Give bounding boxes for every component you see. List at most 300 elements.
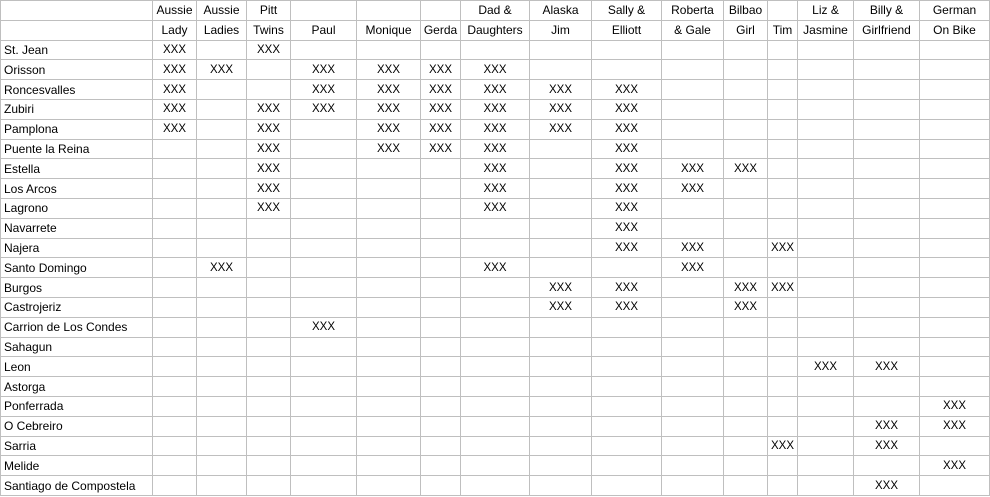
place-name-cell: Ponferrada bbox=[1, 396, 153, 416]
empty-cell bbox=[854, 377, 920, 397]
empty-cell bbox=[421, 159, 461, 179]
column-header-line2: Daughters bbox=[461, 20, 530, 40]
empty-cell bbox=[854, 396, 920, 416]
mark-cell: XXX bbox=[421, 80, 461, 100]
place-name-cell: O Cebreiro bbox=[1, 416, 153, 436]
mark-cell: XXX bbox=[153, 119, 197, 139]
column-header-line1: Alaska bbox=[530, 1, 592, 21]
empty-cell bbox=[662, 456, 724, 476]
empty-cell bbox=[768, 337, 798, 357]
empty-cell bbox=[920, 258, 990, 278]
empty-cell bbox=[291, 476, 357, 496]
empty-cell bbox=[592, 416, 662, 436]
empty-cell bbox=[662, 337, 724, 357]
empty-cell bbox=[197, 456, 247, 476]
empty-cell bbox=[798, 60, 854, 80]
empty-cell bbox=[291, 139, 357, 159]
empty-cell bbox=[724, 218, 768, 238]
table-row bbox=[1, 258, 990, 278]
empty-cell bbox=[798, 416, 854, 436]
empty-cell bbox=[153, 159, 197, 179]
place-name-cell: Navarrete bbox=[1, 218, 153, 238]
empty-cell bbox=[421, 396, 461, 416]
empty-cell bbox=[920, 60, 990, 80]
mark-cell: XXX bbox=[291, 99, 357, 119]
empty-cell bbox=[798, 436, 854, 456]
empty-cell bbox=[724, 198, 768, 218]
empty-cell bbox=[662, 60, 724, 80]
empty-cell bbox=[197, 357, 247, 377]
empty-cell bbox=[153, 198, 197, 218]
mark-cell: XXX bbox=[530, 99, 592, 119]
empty-cell bbox=[197, 198, 247, 218]
empty-cell bbox=[920, 80, 990, 100]
empty-cell bbox=[197, 238, 247, 258]
empty-cell bbox=[854, 297, 920, 317]
empty-cell bbox=[920, 238, 990, 258]
column-header-line2: Jim bbox=[530, 20, 592, 40]
empty-cell bbox=[662, 218, 724, 238]
empty-cell bbox=[247, 396, 291, 416]
empty-cell bbox=[291, 119, 357, 139]
place-name-cell: Castrojeriz bbox=[1, 297, 153, 317]
mark-cell: XXX bbox=[592, 119, 662, 139]
empty-cell bbox=[662, 297, 724, 317]
empty-cell bbox=[197, 278, 247, 298]
empty-cell bbox=[197, 476, 247, 496]
empty-cell bbox=[357, 218, 421, 238]
place-name-cell: Los Arcos bbox=[1, 179, 153, 199]
empty-cell bbox=[357, 179, 421, 199]
empty-cell bbox=[768, 317, 798, 337]
empty-cell bbox=[461, 218, 530, 238]
empty-cell bbox=[592, 337, 662, 357]
table-row bbox=[1, 297, 990, 317]
empty-cell bbox=[197, 139, 247, 159]
empty-cell bbox=[920, 357, 990, 377]
empty-cell bbox=[798, 119, 854, 139]
empty-cell bbox=[291, 436, 357, 456]
column-header-line1 bbox=[421, 1, 461, 21]
mark-cell: XXX bbox=[592, 139, 662, 159]
mark-cell: XXX bbox=[592, 218, 662, 238]
column-header-line2: On Bike bbox=[920, 20, 990, 40]
empty-cell bbox=[421, 416, 461, 436]
empty-cell bbox=[854, 179, 920, 199]
empty-cell bbox=[854, 99, 920, 119]
column-header-line2: Tim bbox=[768, 20, 798, 40]
mark-cell: XXX bbox=[461, 80, 530, 100]
empty-cell bbox=[291, 179, 357, 199]
mark-cell: XXX bbox=[247, 99, 291, 119]
empty-cell bbox=[724, 436, 768, 456]
empty-cell bbox=[530, 198, 592, 218]
empty-cell bbox=[724, 99, 768, 119]
mark-cell: XXX bbox=[920, 456, 990, 476]
column-header-line2: Monique bbox=[357, 20, 421, 40]
column-header-line2: Girlfriend bbox=[854, 20, 920, 40]
empty-cell bbox=[291, 416, 357, 436]
empty-cell bbox=[461, 317, 530, 337]
mark-cell: XXX bbox=[421, 60, 461, 80]
empty-cell bbox=[421, 258, 461, 278]
empty-cell bbox=[530, 238, 592, 258]
empty-cell bbox=[153, 416, 197, 436]
empty-cell bbox=[461, 436, 530, 456]
empty-cell bbox=[798, 297, 854, 317]
mark-cell: XXX bbox=[461, 179, 530, 199]
mark-cell: XXX bbox=[247, 40, 291, 60]
mark-cell: XXX bbox=[421, 139, 461, 159]
empty-cell bbox=[854, 60, 920, 80]
empty-cell bbox=[153, 377, 197, 397]
empty-cell bbox=[768, 159, 798, 179]
table-row bbox=[1, 218, 990, 238]
mark-cell: XXX bbox=[854, 416, 920, 436]
empty-cell bbox=[592, 456, 662, 476]
empty-cell bbox=[920, 198, 990, 218]
mark-cell: XXX bbox=[854, 357, 920, 377]
empty-cell bbox=[724, 60, 768, 80]
mark-cell: XXX bbox=[920, 396, 990, 416]
table-row bbox=[1, 456, 990, 476]
mark-cell: XXX bbox=[291, 317, 357, 337]
empty-cell bbox=[357, 198, 421, 218]
empty-cell bbox=[724, 238, 768, 258]
empty-cell bbox=[854, 139, 920, 159]
empty-cell bbox=[291, 337, 357, 357]
empty-cell bbox=[530, 317, 592, 337]
empty-cell bbox=[768, 396, 798, 416]
mark-cell: XXX bbox=[662, 159, 724, 179]
empty-cell bbox=[291, 297, 357, 317]
empty-cell bbox=[197, 80, 247, 100]
empty-cell bbox=[530, 40, 592, 60]
empty-cell bbox=[662, 198, 724, 218]
mark-cell: XXX bbox=[662, 179, 724, 199]
table-row bbox=[1, 238, 990, 258]
empty-cell bbox=[854, 119, 920, 139]
empty-cell bbox=[920, 99, 990, 119]
empty-cell bbox=[357, 337, 421, 357]
empty-cell bbox=[421, 238, 461, 258]
column-header-line1: Aussie bbox=[197, 1, 247, 21]
empty-cell bbox=[357, 436, 421, 456]
empty-cell bbox=[530, 179, 592, 199]
mark-cell: XXX bbox=[197, 258, 247, 278]
column-header-line1: Billy & bbox=[854, 1, 920, 21]
empty-cell bbox=[592, 258, 662, 278]
empty-cell bbox=[357, 297, 421, 317]
empty-cell bbox=[291, 258, 357, 278]
mark-cell: XXX bbox=[592, 99, 662, 119]
table-row bbox=[1, 119, 990, 139]
mark-cell: XXX bbox=[592, 179, 662, 199]
empty-cell bbox=[197, 40, 247, 60]
empty-cell bbox=[854, 317, 920, 337]
header-corner-cell bbox=[1, 20, 153, 40]
mark-cell: XXX bbox=[421, 99, 461, 119]
empty-cell bbox=[662, 377, 724, 397]
empty-cell bbox=[724, 456, 768, 476]
column-header-line2: Twins bbox=[247, 20, 291, 40]
empty-cell bbox=[798, 218, 854, 238]
empty-cell bbox=[197, 436, 247, 456]
table-row bbox=[1, 80, 990, 100]
empty-cell bbox=[461, 476, 530, 496]
empty-cell bbox=[920, 337, 990, 357]
column-header-line2: Gerda bbox=[421, 20, 461, 40]
mark-cell: XXX bbox=[357, 139, 421, 159]
empty-cell bbox=[854, 218, 920, 238]
empty-cell bbox=[197, 119, 247, 139]
empty-cell bbox=[798, 396, 854, 416]
column-header-line1 bbox=[768, 1, 798, 21]
column-header-line2: Lady bbox=[153, 20, 197, 40]
empty-cell bbox=[662, 80, 724, 100]
empty-cell bbox=[357, 396, 421, 416]
empty-cell bbox=[247, 80, 291, 100]
empty-cell bbox=[592, 317, 662, 337]
empty-cell bbox=[920, 119, 990, 139]
empty-cell bbox=[461, 456, 530, 476]
mark-cell: XXX bbox=[854, 436, 920, 456]
empty-cell bbox=[461, 238, 530, 258]
header-row-1 bbox=[1, 1, 990, 21]
empty-cell bbox=[247, 238, 291, 258]
empty-cell bbox=[724, 317, 768, 337]
mark-cell: XXX bbox=[153, 60, 197, 80]
empty-cell bbox=[291, 198, 357, 218]
place-name-cell: Sahagun bbox=[1, 337, 153, 357]
empty-cell bbox=[291, 40, 357, 60]
empty-cell bbox=[798, 278, 854, 298]
empty-cell bbox=[724, 396, 768, 416]
place-name-cell: Zubiri bbox=[1, 99, 153, 119]
empty-cell bbox=[247, 357, 291, 377]
place-name-cell: Puente la Reina bbox=[1, 139, 153, 159]
empty-cell bbox=[724, 337, 768, 357]
empty-cell bbox=[768, 377, 798, 397]
empty-cell bbox=[854, 80, 920, 100]
table-row bbox=[1, 40, 990, 60]
empty-cell bbox=[768, 297, 798, 317]
empty-cell bbox=[530, 139, 592, 159]
empty-cell bbox=[530, 337, 592, 357]
empty-cell bbox=[798, 258, 854, 278]
empty-cell bbox=[357, 317, 421, 337]
column-header-line1 bbox=[357, 1, 421, 21]
empty-cell bbox=[798, 139, 854, 159]
column-header-line1: Pitt bbox=[247, 1, 291, 21]
empty-cell bbox=[768, 198, 798, 218]
empty-cell bbox=[724, 476, 768, 496]
empty-cell bbox=[197, 337, 247, 357]
table-header bbox=[1, 1, 990, 41]
empty-cell bbox=[530, 456, 592, 476]
empty-cell bbox=[247, 337, 291, 357]
column-header-line1: Aussie bbox=[153, 1, 197, 21]
empty-cell bbox=[854, 337, 920, 357]
mark-cell: XXX bbox=[530, 119, 592, 139]
empty-cell bbox=[530, 436, 592, 456]
mark-cell: XXX bbox=[662, 238, 724, 258]
empty-cell bbox=[421, 297, 461, 317]
empty-cell bbox=[662, 436, 724, 456]
empty-cell bbox=[798, 317, 854, 337]
empty-cell bbox=[662, 357, 724, 377]
column-header-line1: Roberta bbox=[662, 1, 724, 21]
empty-cell bbox=[461, 416, 530, 436]
empty-cell bbox=[724, 179, 768, 199]
mark-cell: XXX bbox=[920, 416, 990, 436]
empty-cell bbox=[920, 436, 990, 456]
empty-cell bbox=[724, 357, 768, 377]
empty-cell bbox=[530, 416, 592, 436]
empty-cell bbox=[530, 218, 592, 238]
empty-cell bbox=[153, 456, 197, 476]
mark-cell: XXX bbox=[592, 198, 662, 218]
empty-cell bbox=[421, 317, 461, 337]
place-name-cell: St. Jean bbox=[1, 40, 153, 60]
mark-cell: XXX bbox=[662, 258, 724, 278]
empty-cell bbox=[768, 99, 798, 119]
empty-cell bbox=[768, 476, 798, 496]
empty-cell bbox=[197, 416, 247, 436]
empty-cell bbox=[724, 139, 768, 159]
mark-cell: XXX bbox=[247, 159, 291, 179]
table-row bbox=[1, 198, 990, 218]
empty-cell bbox=[724, 258, 768, 278]
empty-cell bbox=[920, 317, 990, 337]
table-row bbox=[1, 396, 990, 416]
column-header-line1: Sally & bbox=[592, 1, 662, 21]
column-header-line1 bbox=[291, 1, 357, 21]
empty-cell bbox=[798, 159, 854, 179]
mark-cell: XXX bbox=[247, 139, 291, 159]
empty-cell bbox=[854, 278, 920, 298]
empty-cell bbox=[291, 456, 357, 476]
empty-cell bbox=[247, 60, 291, 80]
empty-cell bbox=[854, 238, 920, 258]
mark-cell: XXX bbox=[247, 179, 291, 199]
table-row bbox=[1, 476, 990, 496]
empty-cell bbox=[153, 258, 197, 278]
empty-cell bbox=[247, 456, 291, 476]
place-name-cell: Santiago de Compostela bbox=[1, 476, 153, 496]
empty-cell bbox=[920, 218, 990, 238]
mark-cell: XXX bbox=[461, 139, 530, 159]
mark-cell: XXX bbox=[530, 80, 592, 100]
empty-cell bbox=[247, 416, 291, 436]
mark-cell: XXX bbox=[592, 159, 662, 179]
empty-cell bbox=[291, 159, 357, 179]
empty-cell bbox=[854, 159, 920, 179]
empty-cell bbox=[357, 159, 421, 179]
empty-cell bbox=[724, 377, 768, 397]
mark-cell: XXX bbox=[291, 60, 357, 80]
empty-cell bbox=[461, 377, 530, 397]
mark-cell: XXX bbox=[357, 80, 421, 100]
mark-cell: XXX bbox=[530, 297, 592, 317]
mark-cell: XXX bbox=[247, 198, 291, 218]
place-name-cell: Estella bbox=[1, 159, 153, 179]
mark-cell: XXX bbox=[197, 60, 247, 80]
empty-cell bbox=[920, 139, 990, 159]
column-header-line2: & Gale bbox=[662, 20, 724, 40]
table-row bbox=[1, 416, 990, 436]
empty-cell bbox=[920, 297, 990, 317]
place-name-cell: Orisson bbox=[1, 60, 153, 80]
empty-cell bbox=[357, 40, 421, 60]
mark-cell: XXX bbox=[854, 476, 920, 496]
empty-cell bbox=[530, 258, 592, 278]
empty-cell bbox=[592, 377, 662, 397]
empty-cell bbox=[357, 416, 421, 436]
empty-cell bbox=[798, 99, 854, 119]
column-header-line1: German bbox=[920, 1, 990, 21]
empty-cell bbox=[768, 80, 798, 100]
place-name-cell: Lagrono bbox=[1, 198, 153, 218]
empty-cell bbox=[768, 139, 798, 159]
mark-cell: XXX bbox=[798, 357, 854, 377]
empty-cell bbox=[530, 159, 592, 179]
empty-cell bbox=[247, 297, 291, 317]
empty-cell bbox=[461, 357, 530, 377]
empty-cell bbox=[357, 238, 421, 258]
place-name-cell: Pamplona bbox=[1, 119, 153, 139]
empty-cell bbox=[662, 99, 724, 119]
header-row-2 bbox=[1, 20, 990, 40]
table-row bbox=[1, 99, 990, 119]
mark-cell: XXX bbox=[724, 297, 768, 317]
empty-cell bbox=[357, 456, 421, 476]
empty-cell bbox=[662, 278, 724, 298]
empty-cell bbox=[768, 456, 798, 476]
empty-cell bbox=[662, 119, 724, 139]
empty-cell bbox=[798, 337, 854, 357]
empty-cell bbox=[357, 258, 421, 278]
place-name-cell: Santo Domingo bbox=[1, 258, 153, 278]
column-header-line1: Liz & bbox=[798, 1, 854, 21]
empty-cell bbox=[357, 278, 421, 298]
empty-cell bbox=[421, 40, 461, 60]
empty-cell bbox=[530, 357, 592, 377]
table-row bbox=[1, 377, 990, 397]
empty-cell bbox=[421, 436, 461, 456]
place-name-cell: Najera bbox=[1, 238, 153, 258]
mark-cell: XXX bbox=[461, 60, 530, 80]
empty-cell bbox=[920, 377, 990, 397]
empty-cell bbox=[592, 60, 662, 80]
place-name-cell: Astorga bbox=[1, 377, 153, 397]
empty-cell bbox=[592, 396, 662, 416]
mark-cell: XXX bbox=[461, 159, 530, 179]
mark-cell: XXX bbox=[247, 119, 291, 139]
empty-cell bbox=[662, 476, 724, 496]
mark-cell: XXX bbox=[592, 238, 662, 258]
mark-cell: XXX bbox=[421, 119, 461, 139]
column-header-line1: Dad & bbox=[461, 1, 530, 21]
empty-cell bbox=[530, 60, 592, 80]
empty-cell bbox=[461, 297, 530, 317]
mark-cell: XXX bbox=[461, 198, 530, 218]
mark-cell: XXX bbox=[530, 278, 592, 298]
table-row bbox=[1, 60, 990, 80]
place-name-cell: Leon bbox=[1, 357, 153, 377]
mark-cell: XXX bbox=[291, 80, 357, 100]
empty-cell bbox=[421, 278, 461, 298]
